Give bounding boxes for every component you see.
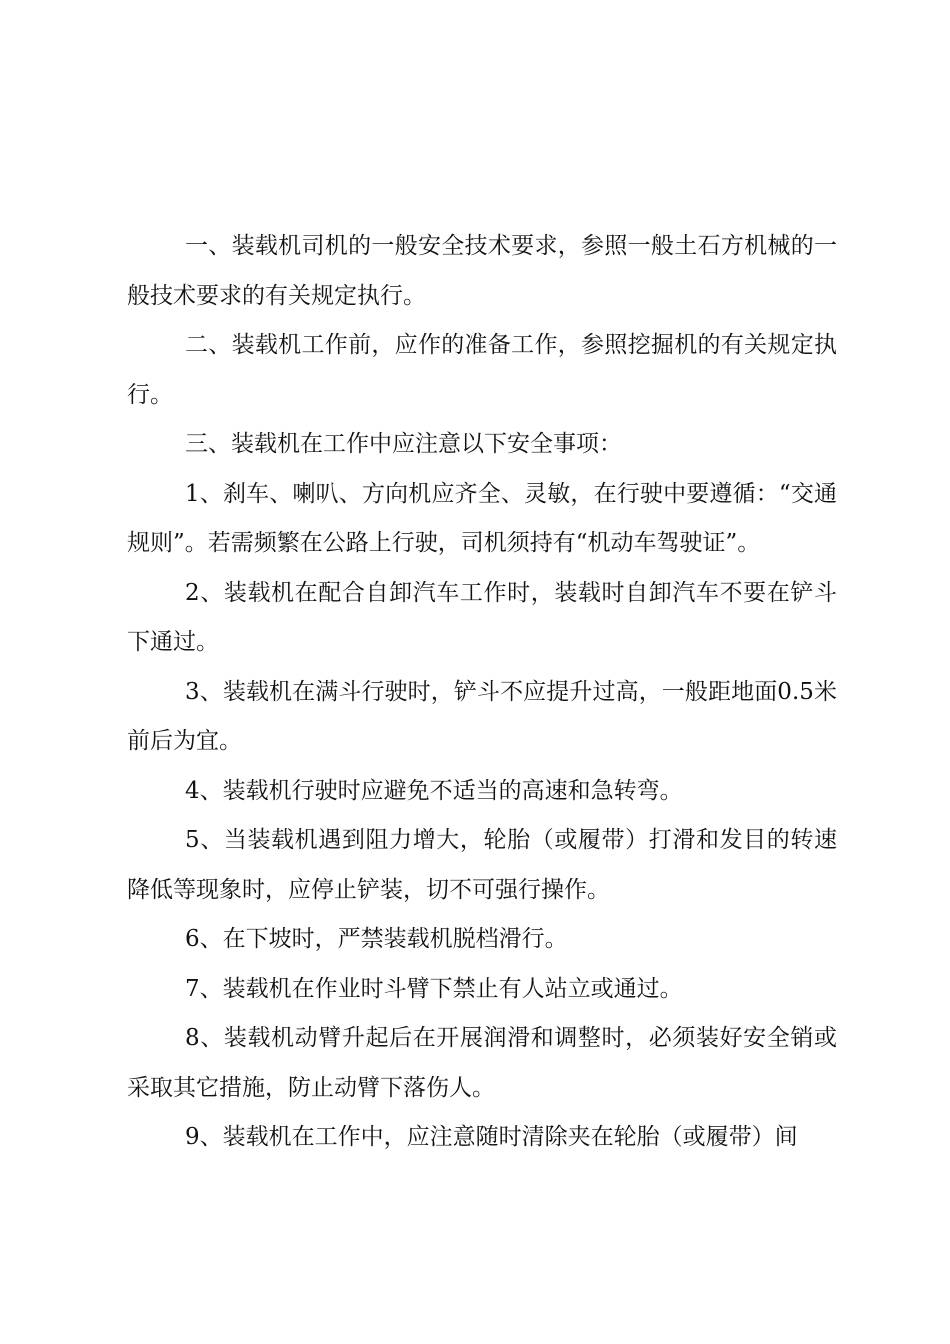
paragraph-7: 4、装载机行驶时应避免不适当的高速和急转弯。 [185,777,683,804]
document-body [127,222,837,1163]
paragraph-8: 5、当装载机遇到阻力增大，轮胎（或履带）打滑和发目的转速降低等现象时，应停止铲装，切不可强行操作。 [127,827,837,903]
paragraph-3: 三、装载机在工作中应注意以下安全事项： [185,431,622,457]
paragraph-4: 1、刹车、喇叭、方向机应齐全、灵敏，在行驶中要遵循：“交通规则”。若需频繁在公路上行驶，司机须持有“机动车驾驶证”。 [127,480,837,556]
paragraph-9: 6、在下坡时，严禁装载机脱档滑行。 [185,926,568,952]
paragraph-1: 一、装载机司机的一般安全技术要求，参照一般土石方机械的一般技术要求的有关规定执行。 [127,233,837,309]
paragraph-2: 二、装载机工作前，应作的准备工作，参照挖掘机的有关规定执行。 [127,332,837,408]
paragraph-5: 2、装载机在配合自卸汽车工作时，装载时自卸汽车不要在铲斗下通过。 [127,579,837,655]
paragraph-6: 3、装载机在满斗行驶时，铲斗不应提升过高，一般距地面0.5米前后为宜。 [127,678,837,754]
paragraph-11: 8、装载机动臂升起后在开展润滑和调整时，必须装好安全销或采取其它措施，防止动臂下落伤人。 [127,1025,837,1101]
paragraph-10: 7、装载机在作业时斗臂下禁止有人站立或通过。 [185,975,683,1002]
paragraph-12: 9、装载机在工作中，应注意随时清除夹在轮胎（或履带）间 [185,1124,798,1150]
